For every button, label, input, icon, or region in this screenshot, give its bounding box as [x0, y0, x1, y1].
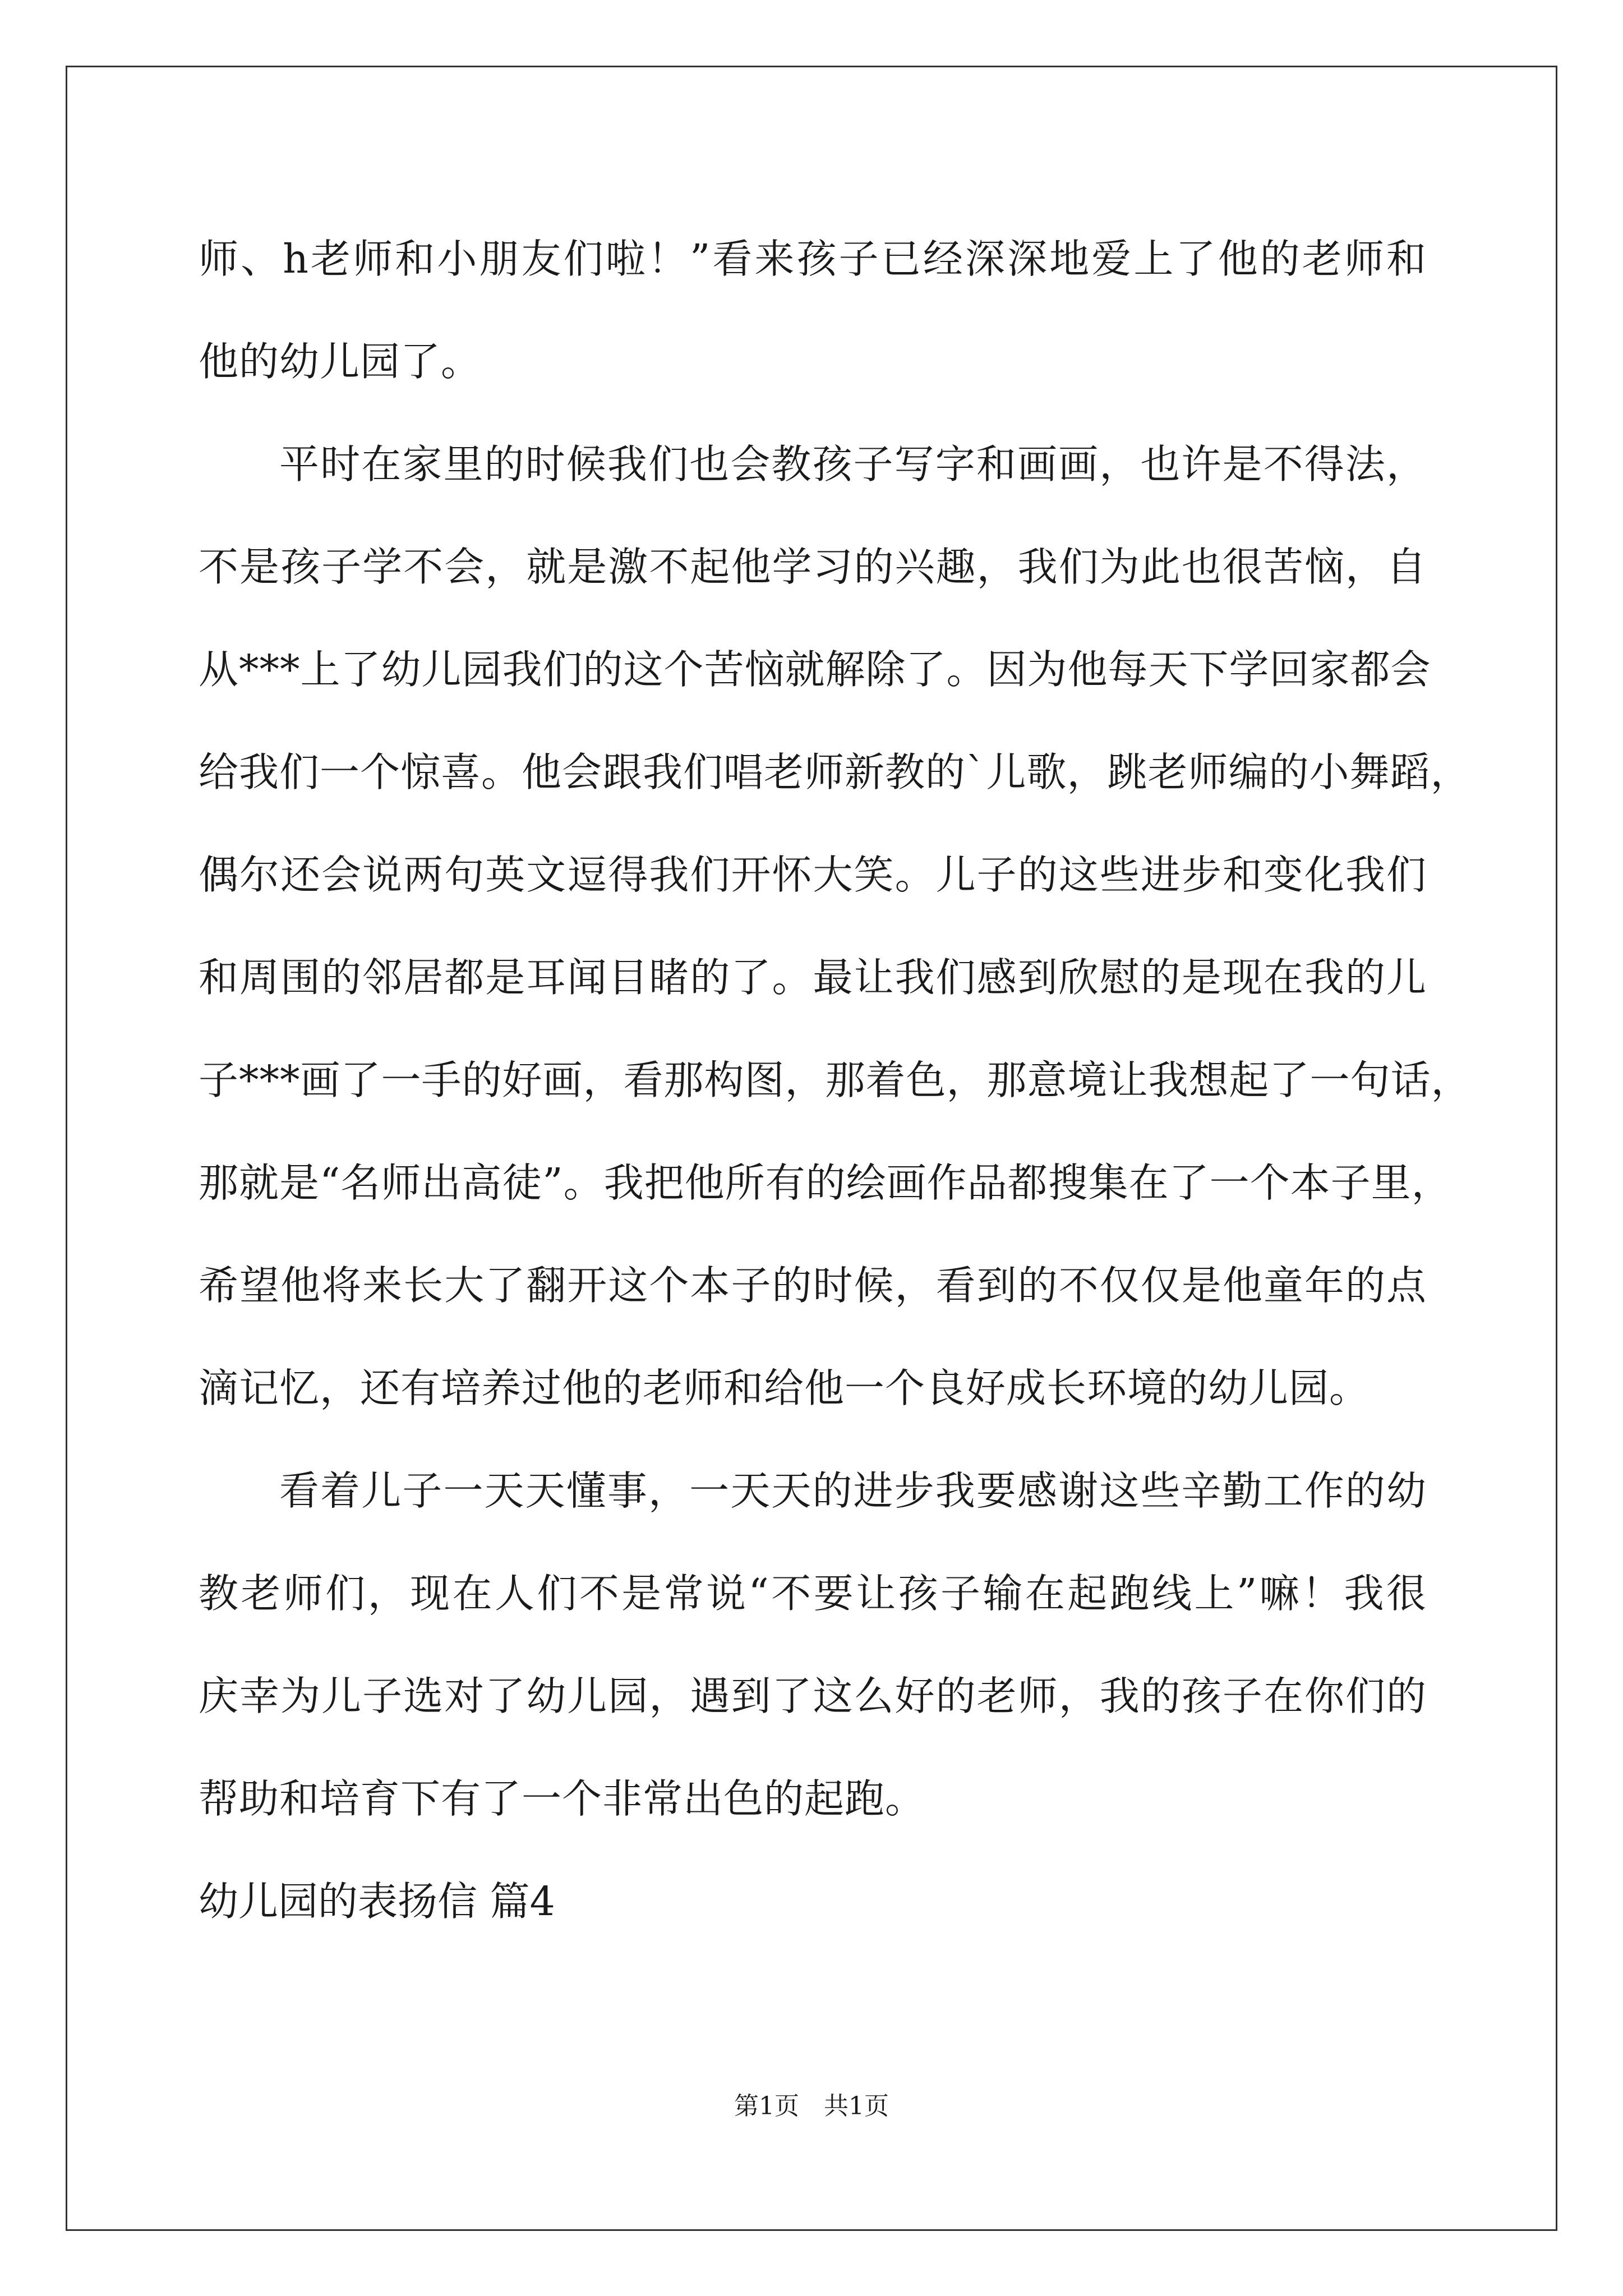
section-heading: 幼儿园的表扬信 篇4: [199, 1878, 555, 1925]
text-line: 和周围的邻居都是耳闻目睹的了。最让我们感到欣慰的是现在我的儿: [199, 954, 1427, 1001]
text-line: 他的幼儿园了。: [199, 338, 482, 385]
text-line: 教老师们，现在人们不是常说“不要让孩子输在起跑线上”嘛！我很: [199, 1570, 1427, 1617]
text-line: 子***画了一手的好画，看那构图，那着色，那意境让我想起了一句话，: [199, 1057, 1472, 1103]
text-line: 那就是“名师出高徒”。我把他所有的绘画作品都搜集在了一个本子里，: [199, 1159, 1452, 1206]
text-line: 帮助和培育下有了一个非常出色的起跑。: [199, 1775, 926, 1822]
text-line: 给我们一个惊喜。他会跟我们唱老师新教的`儿歌，跳老师编的小舞蹈，: [199, 749, 1471, 795]
document-body: [199, 208, 1472, 1953]
text-line: 平时在家里的时候我们也会教孩子写字和画画，也许是不得法，: [279, 441, 1427, 487]
text-line: 师、h老师和小朋友们啦！”看来孩子已经深深地爱上了他的老师和: [199, 236, 1427, 282]
text-line: 庆幸为儿子选对了幼儿园，遇到了这么好的老师，我的孩子在你们的: [199, 1673, 1427, 1719]
text-line: 偶尔还会说两句英文逗得我们开怀大笑。儿子的这些进步和变化我们: [199, 852, 1427, 898]
text-line: 不是孩子学不会，就是激不起他学习的兴趣，我们为此也很苦恼，自: [199, 544, 1427, 590]
text-line: 从***上了幼儿园我们的这个苦恼就解除了。因为他每天下学回家都会: [199, 646, 1431, 693]
text-line: 滴记忆，还有培养过他的老师和给他一个良好成长环境的幼儿园。: [199, 1365, 1370, 1411]
page-footer: 第1页 共1页: [734, 2092, 889, 2120]
text-line: 希望他将来长大了翻开这个本子的时候，看到的不仅仅是他童年的点: [199, 1262, 1427, 1309]
text-line: 看着儿子一天天懂事，一天天的进步我要感谢这些辛勤工作的幼: [279, 1467, 1427, 1514]
